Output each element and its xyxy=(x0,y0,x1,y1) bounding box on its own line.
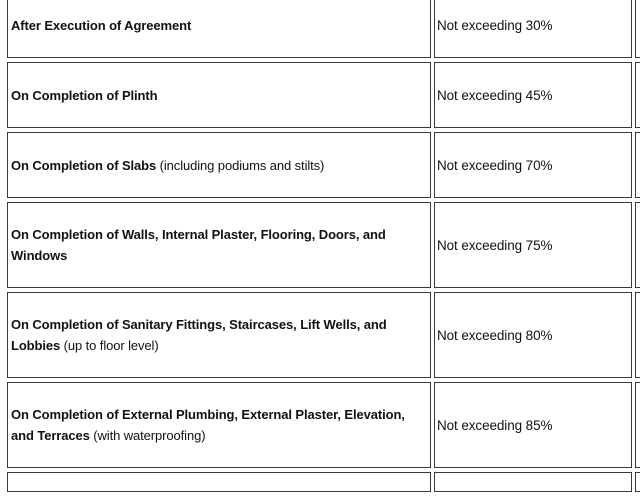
payment-cell xyxy=(434,62,632,128)
extra-column-cell xyxy=(635,62,640,128)
stage-cell xyxy=(7,382,431,468)
extra-column-cell xyxy=(635,292,640,378)
extra-column-cell xyxy=(635,382,640,468)
stage-cell xyxy=(7,132,431,198)
stage-label xyxy=(11,404,424,446)
payment-value: Not exceeding 45% xyxy=(437,87,553,103)
stage-title: On Completion of External Plumbing, External Plaster, Elevation, and Terraces xyxy=(11,407,405,443)
payment-cell xyxy=(434,292,632,378)
payment-value: Not exceeding 70% xyxy=(437,157,553,173)
stage-title: On Completion of Sanitary Fittings, Staircases, Lift Wells, and Lobbies xyxy=(11,317,387,353)
stage-cell xyxy=(7,62,431,128)
table-row xyxy=(0,382,640,468)
table-row xyxy=(0,292,640,378)
extra-column-cell xyxy=(635,132,640,198)
payment-value: Not exceeding 30% xyxy=(437,17,553,33)
extra-column-cell xyxy=(635,472,640,492)
payment-value: Not exceeding 80% xyxy=(437,327,553,343)
stage-cell xyxy=(7,292,431,378)
payment-cell xyxy=(434,382,632,468)
stage-note: (with waterproofing) xyxy=(89,428,206,443)
payment-value: Not exceeding 85% xyxy=(437,417,553,433)
stage-label xyxy=(11,155,324,176)
table-row xyxy=(0,132,640,198)
stage-cell xyxy=(7,472,431,492)
payment-cell xyxy=(434,202,632,288)
table-row xyxy=(0,202,640,288)
table-row xyxy=(0,472,640,492)
extra-column-cell xyxy=(635,0,640,58)
extra-column-cell xyxy=(635,202,640,288)
stage-cell xyxy=(7,202,431,288)
stage-title: On Completion of Walls, Internal Plaster, Flooring, Doors, and Windows xyxy=(11,227,386,263)
stage-title: On Completion of Plinth xyxy=(11,87,158,103)
stage-label xyxy=(11,85,157,106)
stage-title: On Completion of Slabs xyxy=(11,157,157,173)
stage-label xyxy=(11,224,424,266)
stage-label xyxy=(11,314,424,356)
stage-note: (up to floor level) xyxy=(60,338,159,353)
stage-note: (including podiums and stilts) xyxy=(156,157,325,173)
table-row xyxy=(0,62,640,128)
stage-cell xyxy=(7,0,431,58)
table-row xyxy=(0,0,640,58)
payment-cell xyxy=(434,132,632,198)
payment-cell xyxy=(434,0,632,58)
stage-title: After Execution of Agreement xyxy=(11,17,192,33)
payment-value: Not exceeding 75% xyxy=(437,237,553,253)
stage-label xyxy=(11,15,191,36)
payment-cell xyxy=(434,472,632,492)
